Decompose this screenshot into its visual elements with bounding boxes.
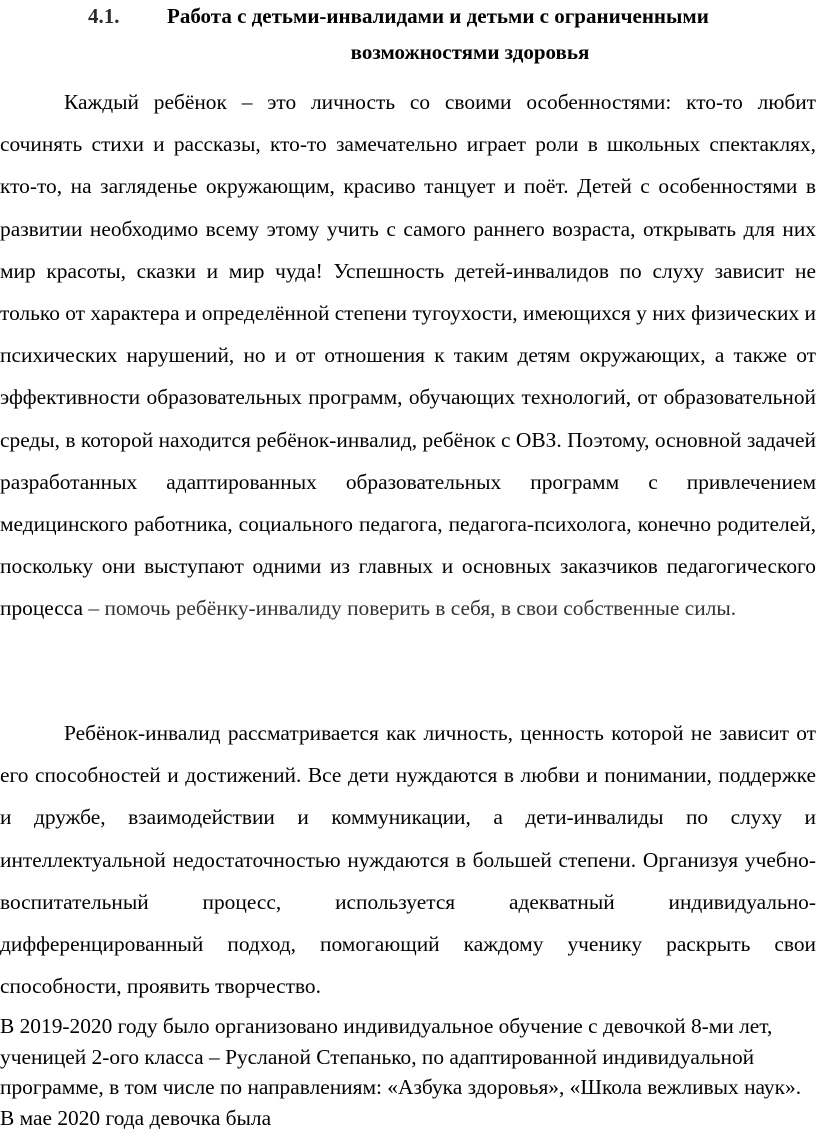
heading-line-1 (88, 4, 709, 29)
heading-title-part-1: Работа с детьми-инвалидами и детьми с ограниченными (167, 4, 709, 28)
paragraph-2: Ребёнок-инвалид рассматривается как личность, ценность которой не зависит от его способностей и достижений. Все дети нуждаются в любви и понимании, поддержке и дружбе, взаимодействии и коммуникации, а дети-инвалиды по слуху и интеллектуальной недостаточностью нуждаются в большей степени. Организуя учебно-воспитательный процесс, используется адекватный индивидуально-дифференцированный подход, помогающий каждому ученику раскрыть свои способности, проявить творчество. (0, 721, 816, 999)
heading-title-part-2: возможностями здоровья (350, 40, 590, 64)
paragraph-1-tail: – помочь ребёнку-инвалиду поверить в себя, в свои собственные силы. (83, 596, 737, 621)
paragraph-1 (0, 81, 816, 630)
paragraph-1-main: Каждый ребёнок – это личность со своими особенностями: кто-то любит сочинять стихи и рассказы, кто-то замечательно играет роли в школьных спектаклях, кто-то, на загляденье окружающим, красиво танцует и поёт. Детей с особенностями в развитии необходимо всему этому учить с самого раннего возраста, открывать для них мир красоты, сказки и мир чуда! Успешность детей-инвалидов по слуху зависит не только от характера и определённой степени тугоухости, имеющихся у них физических и психических нарушений, но и от отношения к таким детям окружающих, а также от эффективности образовательных программ, обучающих технологий, от образовательной среды, в которой находится ребёнок-инвалид, ребёнок с ОВЗ. Поэтому, основной задачей разработанных адаптированных образовательных программ с привлечением медицинского работника, социального педагога, педагога-психолога, конечно родителей, поскольку они выступают одними из главных и основных заказчиков педагогического процесса (0, 90, 816, 621)
paragraph-3: В 2019-2020 году было организовано индивидуальное обучение с девочкой 8-ми лет, ученицей 2-ого класса – Русланой Степанько, по адаптированной индивидуальной программе, в том числе по направлениям: «Азбука здоровья», «Школа вежливых наук». В мае 2020 года девочка была (0, 1014, 802, 1130)
section-number: 4.1. (88, 4, 120, 28)
